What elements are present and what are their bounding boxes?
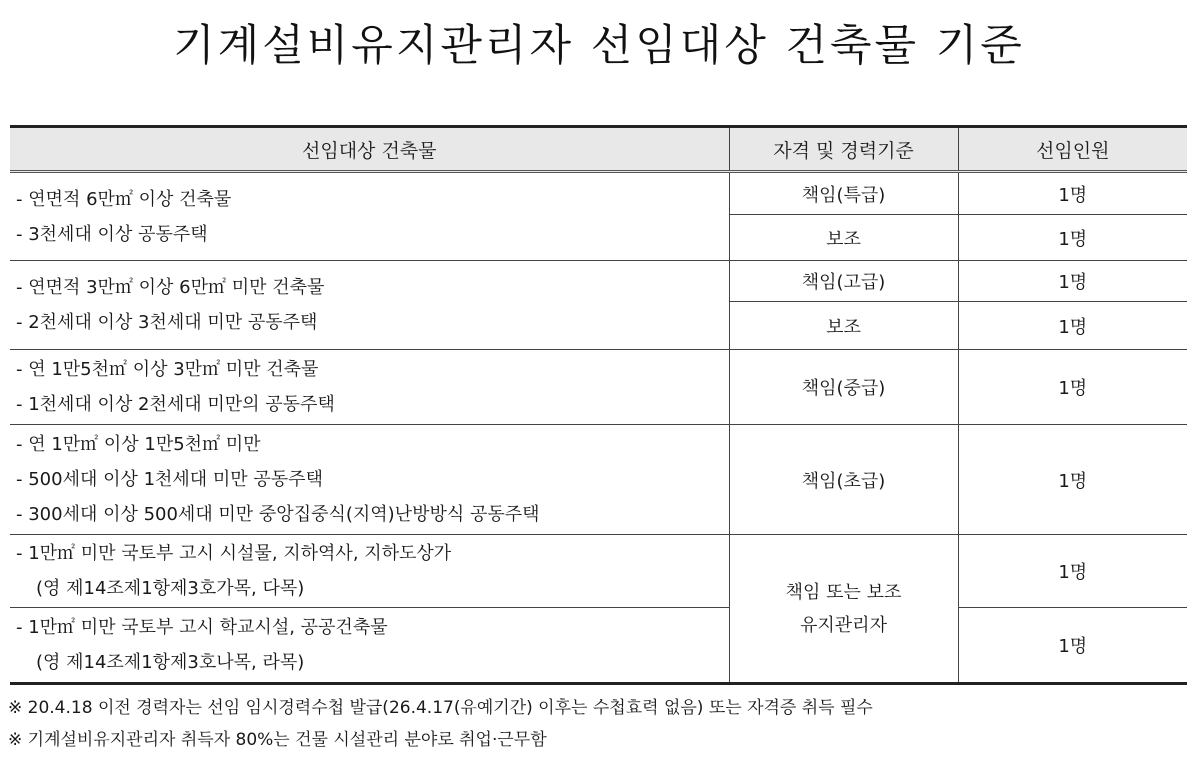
building-cell bbox=[10, 608, 729, 684]
building-line: - 1만㎡ 미만 국토부 고시 시설물, 지하역사, 지하도상가 bbox=[16, 543, 452, 564]
building-line: - 3천세대 이상 공동주택 bbox=[16, 223, 208, 245]
criteria-table bbox=[10, 125, 1187, 685]
building-line: - 연 1만5천㎡ 이상 3만㎡ 미만 건축물 bbox=[16, 359, 319, 380]
table-row bbox=[10, 425, 1187, 535]
building-cell bbox=[10, 425, 729, 535]
table-row bbox=[10, 535, 1187, 608]
qualification-line: 책임 또는 보조 bbox=[785, 581, 902, 603]
qualification-cell: 책임(중급) bbox=[729, 350, 958, 425]
count-cell: 1명 bbox=[958, 261, 1187, 302]
building-cell bbox=[10, 350, 729, 425]
header-buildings: 선임대상 건축물 bbox=[10, 127, 729, 172]
building-line: - 연면적 3만㎡ 이상 6만㎡ 미만 건축물 bbox=[16, 277, 325, 298]
table-row bbox=[10, 172, 1187, 215]
count-cell: 1명 bbox=[958, 172, 1187, 215]
qualification-cell: 보조 bbox=[729, 302, 958, 350]
qualification-cell: 보조 bbox=[729, 215, 958, 261]
table-row bbox=[10, 608, 1187, 684]
building-line: (영 제14조제1항제3호나목, 라목) bbox=[36, 652, 305, 673]
table-row bbox=[10, 350, 1187, 425]
building-cell bbox=[10, 261, 729, 350]
building-cell bbox=[10, 535, 729, 608]
count-cell: 1명 bbox=[958, 215, 1187, 261]
table-header-row bbox=[10, 127, 1187, 172]
building-line: - 연 1만㎡ 이상 1만5천㎡ 미만 bbox=[16, 434, 261, 455]
count-cell: 1명 bbox=[958, 425, 1187, 535]
building-line: - 1천세대 이상 2천세대 미만의 공동주택 bbox=[16, 394, 335, 415]
footnote: ※ 기계설비유지관리자 취득자 80%는 건물 시설관리 분야로 취업·근무함 bbox=[8, 730, 547, 750]
building-line: (영 제14조제1항제3호가목, 다목) bbox=[36, 578, 305, 599]
building-cell bbox=[10, 172, 729, 261]
qualification-cell: 책임(고급) bbox=[729, 261, 958, 302]
qualification-cell: 책임(특급) bbox=[729, 172, 958, 215]
building-line: - 연면적 6만㎡ 이상 건축물 bbox=[16, 188, 232, 210]
count-cell: 1명 bbox=[958, 350, 1187, 425]
count-cell: 1명 bbox=[958, 535, 1187, 608]
building-line: - 300세대 이상 500세대 미만 중앙집중식(지역)난방방식 공동주택 bbox=[16, 504, 540, 525]
building-line: - 1만㎡ 미만 국토부 고시 학교시설, 공공건축물 bbox=[16, 617, 388, 638]
count-cell: 1명 bbox=[958, 608, 1187, 684]
header-qualification: 자격 및 경력기준 bbox=[729, 127, 958, 172]
count-cell: 1명 bbox=[958, 302, 1187, 350]
qualification-line: 유지관리자 bbox=[800, 614, 887, 636]
page-title: 기계설비유지관리자 선임대상 건축물 기준 bbox=[173, 21, 1025, 71]
footnote: ※ 20.4.18 이전 경력자는 선임 임시경력수첩 발급(26.4.17(유예기간) 이후는 수첩효력 없음) 또는 자격증 취득 필수 bbox=[8, 698, 873, 718]
table-row bbox=[10, 261, 1187, 302]
qualification-cell: 책임(초급) bbox=[729, 425, 958, 535]
header-count: 선임인원 bbox=[958, 127, 1187, 172]
building-line: - 2천세대 이상 3천세대 미만 공동주택 bbox=[16, 312, 318, 333]
building-line: - 500세대 이상 1천세대 미만 공동주택 bbox=[16, 469, 323, 490]
qualification-cell bbox=[729, 535, 958, 684]
footnotes bbox=[8, 692, 873, 756]
